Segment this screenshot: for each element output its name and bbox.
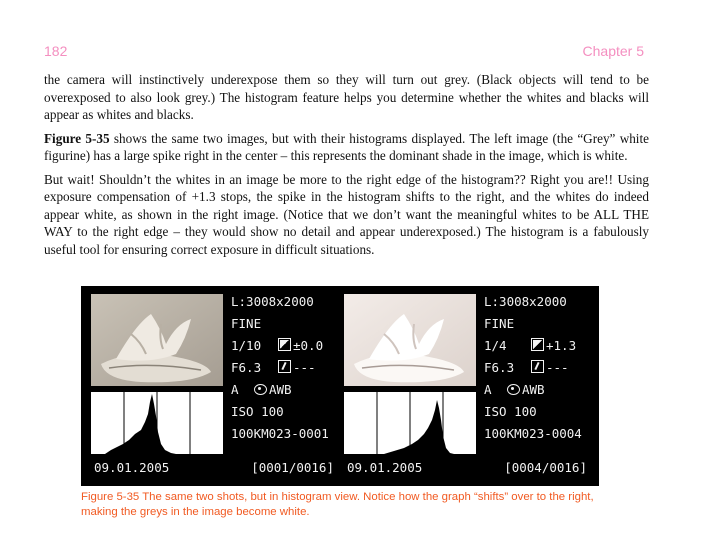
histogram-right xyxy=(344,392,476,454)
paragraph-2 xyxy=(44,130,649,165)
exposure-mode: A xyxy=(484,382,492,397)
chapter-title: Chapter 5 xyxy=(582,43,644,59)
shutter-speed: 1/4 xyxy=(484,338,507,353)
page-number: 182 xyxy=(44,43,68,59)
flash-comp xyxy=(531,360,569,375)
flash-comp xyxy=(278,360,316,375)
iso: ISO 100 xyxy=(231,404,284,419)
white-balance xyxy=(254,382,292,397)
flash-comp-icon xyxy=(531,360,544,373)
metering-icon xyxy=(254,384,267,395)
body-text xyxy=(44,71,649,264)
aperture: F6.3 xyxy=(484,360,515,375)
frame-counter: [0001/0016] xyxy=(251,460,334,475)
shutter-speed: 1/10 xyxy=(231,338,262,353)
flash-comp-value: --- xyxy=(293,360,316,375)
figurine-photo-left xyxy=(91,294,223,386)
quality: FINE xyxy=(484,316,515,331)
white-balance xyxy=(507,382,545,397)
camera-screen-left xyxy=(88,292,338,478)
caption-label: Figure 5-35 xyxy=(81,491,140,503)
exposure-comp-icon xyxy=(531,338,544,351)
figure-caption xyxy=(81,490,621,520)
figurine-photo-right xyxy=(344,294,476,386)
white-balance-value: AWB xyxy=(269,382,292,397)
exposure-comp xyxy=(531,338,576,353)
quality: FINE xyxy=(231,316,262,331)
paragraph-3: But wait! Shouldn’t the whites in an image be more to the right edge of the histogram?? Right you are!! Using exposure compensation of +1.3 stops, the spike in the histogram shifts to the right, and the whites do indeed appear white, as shown in the right image. (Notice that we don’t want the meaningful whites to be ALL THE WAY to the right edge – they would show no detail and appear underexposed.) The histogram is a fabulously useful tool for ensuring correct exposure in difficult situations. xyxy=(44,171,649,257)
aperture: F6.3 xyxy=(231,360,262,375)
exposure-comp-value: ±0.0 xyxy=(293,338,324,353)
date: 09.01.2005 xyxy=(94,460,170,475)
white-balance-value: AWB xyxy=(522,382,545,397)
figure-reference: Figure 5-35 xyxy=(44,130,110,146)
camera-screen-right xyxy=(341,292,591,478)
date: 09.01.2005 xyxy=(347,460,423,475)
flash-comp-icon xyxy=(278,360,291,373)
exposure-comp-value: +1.3 xyxy=(546,338,577,353)
caption-text: The same two shots, but in histogram view. Notice how the graph “shifts” over to the right, making the greys in the image become white. xyxy=(81,491,594,518)
resolution: L:3008x2000 xyxy=(231,294,314,309)
page-header xyxy=(44,43,644,63)
folder-file-number: 100KM023-0004 xyxy=(484,426,582,441)
flash-comp-value: --- xyxy=(546,360,569,375)
metering-icon xyxy=(507,384,520,395)
paragraph-1: the camera will instinctively underexpose them so they will turn out grey. (Black objects will tend to be overexposed to also look grey.) The histogram feature helps you determine whether the whites and blacks will appear as whites and blacks. xyxy=(44,72,649,122)
frame-counter: [0004/0016] xyxy=(504,460,587,475)
resolution: L:3008x2000 xyxy=(484,294,567,309)
exposure-comp-icon xyxy=(278,338,291,351)
folder-file-number: 100KM023-0001 xyxy=(231,426,329,441)
paragraph-2-text: shows the same two images, but with their histograms displayed. The left image (the “Grey” white figurine) has a large spike right in the center – this represents the dominant shade in the image, which is white. xyxy=(44,130,649,163)
exposure-mode: A xyxy=(231,382,239,397)
iso: ISO 100 xyxy=(484,404,537,419)
exposure-comp xyxy=(278,338,323,353)
figure-5-35 xyxy=(81,286,599,486)
histogram-left xyxy=(91,392,223,454)
